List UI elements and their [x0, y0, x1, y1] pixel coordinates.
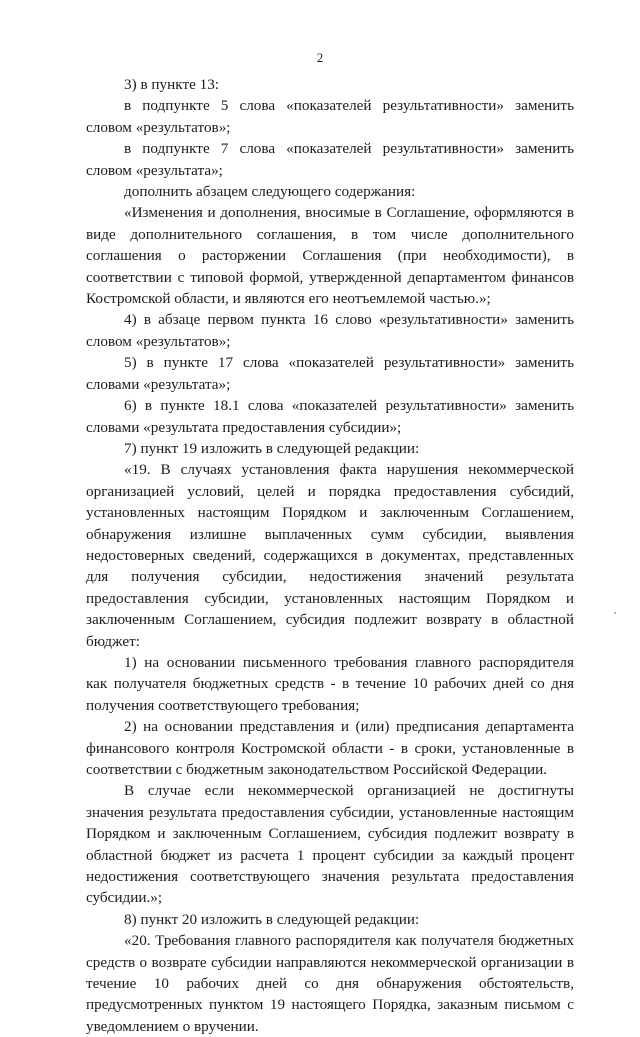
paragraph-point-19-case: В случае если некоммерческой организацией не достигнуты значения результата предоставления субсидии, установленные настоящим Порядком и заключенным Соглашением, субсидия подлежит возврату в областной бюджет из расчета 1 процент субсидии за каждый процент недостижения соответствующего значения результата предоставления субсидии.»; — [86, 782, 574, 907]
paragraph-item-8-header: 8) пункт 20 изложить в следующей редакции: — [124, 910, 420, 928]
paragraph-quoted-amendment: «Изменения и дополнения, вносимые в Соглашение, оформляются в виде дополнительного соглашения, в том числе дополнительного соглашения о расторжении Соглашения (при необходимости), в соответствии с типовой формой, утвержденной департаментом финансов Костромской области, и являются его неотъемлемой частью.»; — [86, 204, 574, 308]
paragraph-item-4: 4) в абзаце первом пункта 16 слово «результативности» заменить словом «результатов»; — [86, 311, 574, 350]
page-number: 2 — [316, 50, 324, 65]
paragraph-point-19: «19. В случаях установления факта нарушения некоммерческой организацией условий, целей и порядка предоставления субсидий, установленных настоящим Порядком и заключенным Соглашением, обнаружения излишне выплаченных сумм субсидии, выявления недостоверных сведений, содержащихся в документах, представленных для получения субсидии, недостижения значений результата предоставления субсидии, установленных настоящим Порядком и заключенным Соглашением, субсидия подлежит возврату в областной бюджет: — [86, 461, 574, 650]
paragraph-subitem-5: в подпункте 5 слова «показателей результативности» заменить словом «результатов»; — [86, 97, 574, 136]
paragraph-item-6: 6) в пункте 18.1 слова «показателей результативности» заменить словами «результата предоставления субсидии»; — [86, 397, 574, 436]
paragraph-item-7-header: 7) пункт 19 изложить в следующей редакции: — [124, 439, 420, 457]
paragraph-item-5: 5) в пункте 17 слова «показателей результативности» заменить словами «результата»; — [86, 354, 574, 393]
paragraph-point-20: «20. Требования главного распорядителя как получателя бюджетных средств о возврате субсидии направляются некоммерческой организации в течение 10 рабочих дней со дня обнаружения обстоятельств, предусмотренных пунктом 19 настоящего Порядка, заказным письмом с уведомлением о вручении. — [86, 932, 574, 1035]
paragraph-point-19-sub-1: 1) на основании письменного требования главного распорядителя как получателя бюджетных средств - в течение 10 рабочих дней со дня получения соответствующего требования; — [86, 653, 574, 714]
scan-speck — [614, 612, 616, 614]
paragraph-add-clause: дополнить абзацем следующего содержания: — [124, 183, 416, 201]
paragraph-subitem-7: в подпункте 7 слова «показателей результативности» заменить словом «результата»; — [86, 140, 574, 179]
document-body — [86, 74, 574, 1037]
paragraph-point-19-sub-2: 2) на основании представления и (или) предписания департамента финансового контроля Костромской области - в сроки, установленные в соответствии с бюджетным законодательством Российской Федерации. — [86, 718, 574, 778]
paragraph-item-3-header: 3) в пункте 13: — [124, 76, 220, 93]
